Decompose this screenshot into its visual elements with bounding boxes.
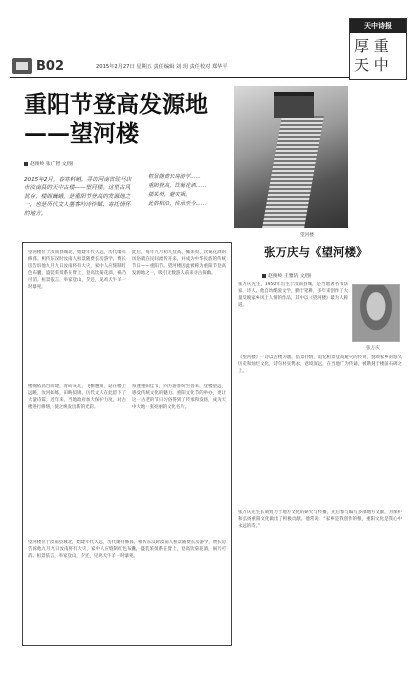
staircase-photo [234, 86, 348, 228]
article-column: 楼阁依高台而建，青砖灰瓦，飞檐翘角，站在楼上远眺，汝河如练，田畴似锦，历代文人在此留下了大量诗篇。近年来，当地政府加大保护力度，对古楼进行修缮，使之焕发出新的光彩。 [28, 384, 126, 410]
poem-line: 此俗相沿，传承至今…… [148, 201, 207, 207]
headline-line: ——望河楼 [24, 120, 139, 147]
poem-line: 重阳登高，饮菊花酒…… [148, 183, 207, 189]
article-column: 此后，每年九月初九登高、佩茱萸、饮菊花酒的风俗就在民间流传开来，并成为中华民族的传统节日——重阳节。望河楼因此被称为重阳节登高发源地之一，吸引无数游人前来寻古探幽。 [132, 250, 226, 276]
newspaper-icon [12, 58, 32, 74]
article2-column: 张万庆先生，1950年出生于汝南县城，是当地著名书法家、诗人。他自幼酷爱文学，勤于笔耕，多年来创作了大量反映家乡风土人情的作品，其中以《望河楼》最为人称道。 [238, 282, 348, 308]
header-rule [10, 77, 405, 78]
poem-line: 桓景随费长房游学…… [148, 174, 201, 180]
article-byline: 赵俊岭 张广智 文/图 [24, 160, 73, 167]
article2-column: 《望河楼》一诗以古楼为题，借景抒情，追忆桓景登高避灾的传说，赞颂家乡的悠久历史和灿烂文化，诗句朴实隽永，意境深远，在当地广为传诵，被镌刻于楼前石碑之上。 [238, 355, 402, 374]
article2-column: 张万庆先生长期致力于地方文化的研究与传播，先后参与编写多部地方文献，为保护和弘扬重阳文化做出了积极贡献。他常说：“家乡是我创作的根，重阳文化是我心中永远的诗。” [238, 510, 402, 529]
brand-title: 天中诗报 [350, 19, 406, 33]
brand-line: 厚 重 [354, 37, 389, 55]
brand-body [354, 37, 404, 75]
photo-caption: 望河楼 [300, 233, 314, 238]
brand-line: 天 中 [354, 56, 389, 74]
article-poem [148, 173, 228, 209]
author-portrait [352, 284, 400, 342]
article-column: 望河楼位于汝南县城北，始建年代久远，历代屡有修葺。相传东汉时汝南人桓景随费长房游学，费长房告诉他九月九日汝南将有大灾，家中人应缝制红色布囊，盛装茱萸系在臂上，登高饮菊花酒，祸乃可消。桓景依言，举家登山，夕还，见鸡犬牛羊一时暴死。 [28, 250, 126, 290]
headline-line: 重阳节登高发源地 [24, 91, 208, 118]
page-number: B02 [36, 59, 64, 74]
issue-meta: 2015年2月27日 星期五 责任编辑 刘 玥 责任校对 郑华平 [96, 64, 228, 70]
article-lead: 2015年2月，春寒料峭，寻访河南省驻马店市汝南县的天中古楼——望河楼。这里古风犹存，楼阁巍峨，是重阳节登高的发源地之一，也是历代文人墨客吟诗作赋、寄托情怀的地方。 [24, 177, 132, 217]
poem-line: 插茱萸，避灾祸。 [148, 192, 191, 198]
article-column: 望河楼位于汝南县城北，始建年代久远，历代屡有修葺。相传东汉时汝南人桓景随费长房游学，费长房告诉他九月九日汝南将有大灾，家中人应缝制红色布囊，盛装茱萸系在臂上，登高饮菊花酒，祸乃可消。桓景依言，举家登山，夕还，见鸡犬牛羊一时暴死。 [28, 540, 226, 559]
article-headline [24, 90, 208, 148]
section-brand [349, 18, 407, 80]
article-column: 每逢重阳佳节，四方游客纷至沓来，登楼望远，感受传统文化的魅力。重阳文化节的举办，更让这一古老的节日习俗得到了传承和发扬，成为天中大地一张亮丽的文化名片。 [132, 384, 226, 410]
article2-headline: 张万庆与《望河楼》 [264, 245, 368, 259]
article2-byline: 赵俊岭 王雅洁 文/图 [262, 272, 311, 279]
portrait-caption: 张万庆 [366, 346, 380, 351]
